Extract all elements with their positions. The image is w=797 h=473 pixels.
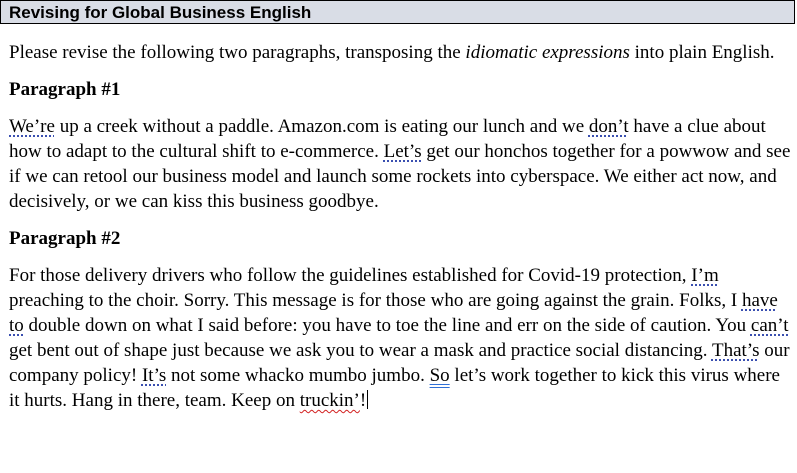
text-cursor	[367, 390, 368, 409]
paragraph-2-segment: not some whacko mumbo jumbo.	[166, 365, 430, 386]
style-flag-so[interactable]: So	[429, 365, 450, 386]
paragraph-2-segment: preaching to the choir. Sorry. This message is for those who are going against the grain. Folks, I	[9, 290, 742, 311]
instructions-paragraph	[9, 40, 793, 65]
grammar-flag-have-to[interactable]: have to	[9, 290, 778, 336]
paragraph-2-segment: For those delivery drivers who follow the guidelines established for Covid-19 protection,	[9, 265, 692, 286]
paragraph-2-segment: double down on what I said before: you have to toe the line and err on the side of caution. You	[23, 315, 751, 336]
grammar-flag-thats[interactable]: That’s	[711, 340, 760, 361]
title-bar	[0, 0, 795, 24]
paragraph-1-segment: up a creek without a paddle. Amazon.com is eating our lunch and we	[54, 116, 589, 137]
paragraph-2-segment: let’s work together to kick this virus where it hurts. Hang in there, team. Keep on	[9, 365, 780, 411]
grammar-flag-cant[interactable]: can’t	[750, 315, 789, 336]
grammar-flag-dont[interactable]: don’t	[588, 116, 629, 137]
paragraph-1-text	[9, 114, 793, 214]
spelling-flag-truckin[interactable]: truckin’	[299, 390, 360, 411]
paragraph-2-heading: Paragraph #2	[9, 228, 121, 249]
paragraph-2-segment: !	[359, 390, 367, 411]
instructions-emphasis: idiomatic expressions	[465, 42, 630, 63]
instructions-text-start: Please revise the following two paragraphs, transposing the	[9, 42, 466, 63]
document-title: Revising for Global Business English	[9, 3, 312, 22]
grammar-flag-lets[interactable]: Let’s	[383, 141, 422, 162]
paragraph-2-segment: get bent out of shape just because we ask you to wear a mask and practice social distancing.	[9, 340, 712, 361]
grammar-flag-im[interactable]: I’m	[691, 265, 719, 286]
grammar-flag-its[interactable]: It’s	[141, 365, 167, 386]
grammar-flag-were[interactable]: We’re	[9, 116, 55, 137]
paragraph-1-segment: have a clue about how to adapt to the cultural shift to e-commerce.	[9, 116, 766, 162]
document-body	[9, 40, 793, 413]
paragraph-2-text	[9, 263, 793, 413]
instructions-text-end: into plain English.	[629, 42, 775, 63]
paragraph-2-segment: our company policy!	[9, 340, 790, 386]
paragraph-1-segment: get our honchos together for a powwow and see if we can retool our business model and launch some rockets into cyberspace. We either act now, and decisively, or we can kiss this business goodbye.	[9, 141, 791, 212]
paragraph-1-heading: Paragraph #1	[9, 79, 121, 100]
